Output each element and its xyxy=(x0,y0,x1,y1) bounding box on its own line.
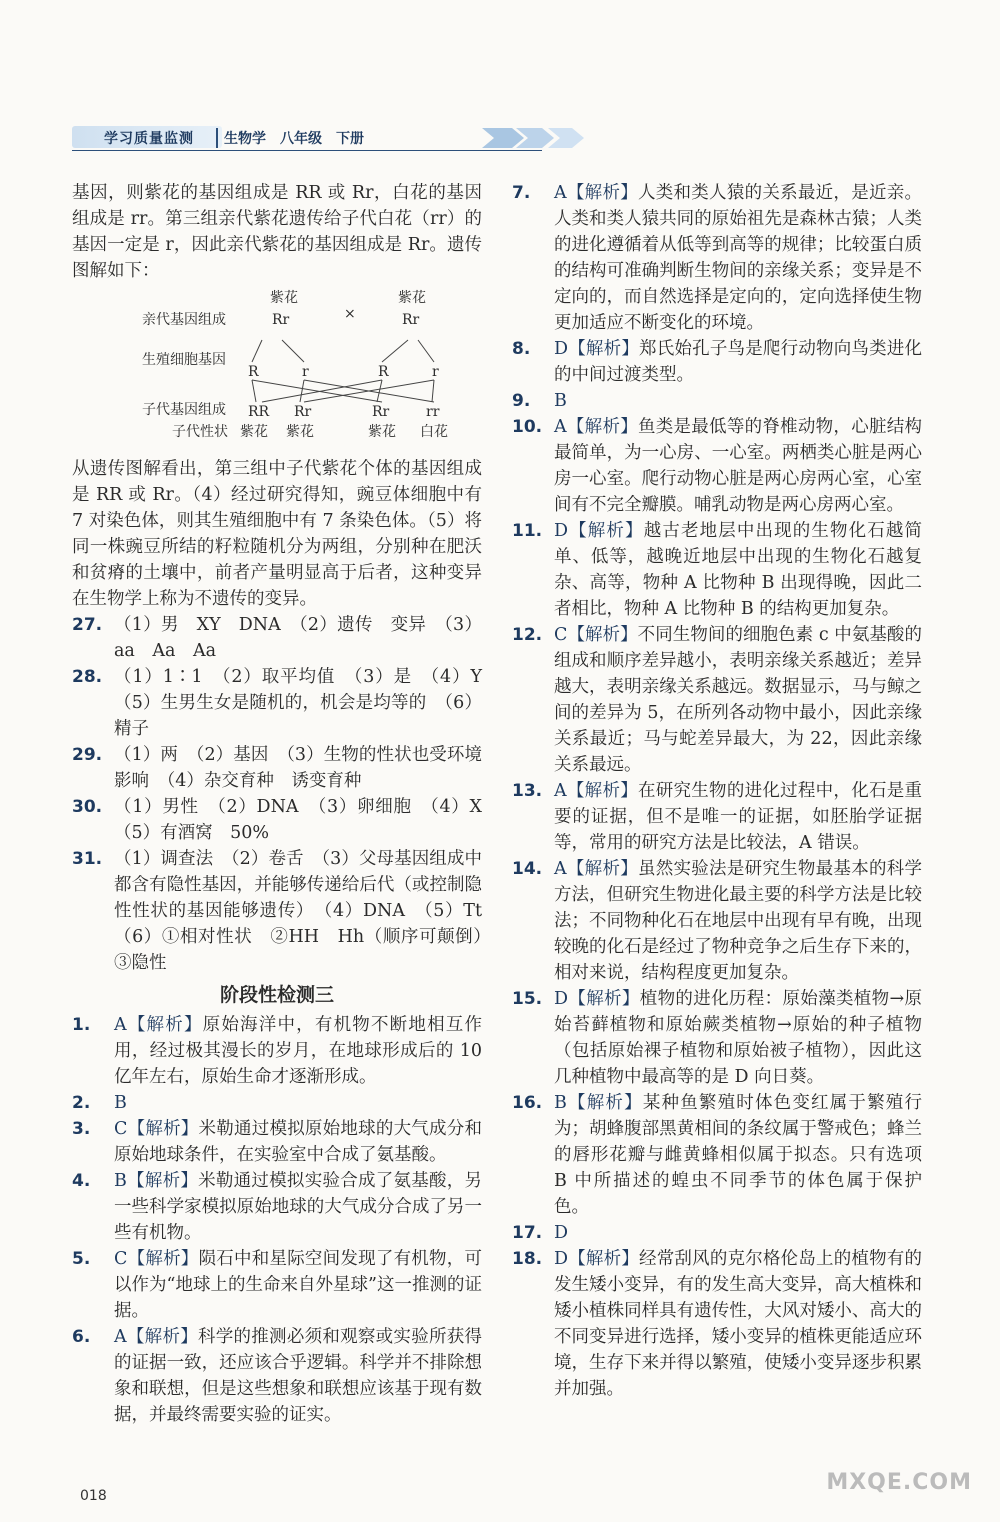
item-number: 5. xyxy=(72,1249,91,1269)
item-text: 陨石中和星际空间发现了有机物，可以作为“地球上的生命来自外星球”这一推测的证据。 xyxy=(114,1249,483,1321)
answer-item xyxy=(72,1324,482,1428)
item-number: 9. xyxy=(512,391,531,411)
item-number: 17. xyxy=(512,1223,543,1243)
child-gene-4: rr xyxy=(426,404,440,420)
item-text: 人类和类人猿的关系最近，是近亲。人类和类人猿共同的原始祖先是森林古猿；人类的进化遵循着从低等到高等的规律；比较蛋白质的结构可准确判断生物间的亲缘关系；变异是不定向的，而自然选择是定向的，定向选择使生物更加适应不断变化的环境。 xyxy=(554,183,923,333)
header-title: 学习质量监测 xyxy=(104,131,194,147)
item-answer: B【解析】 xyxy=(554,1093,643,1113)
item-text: （1）男性 （2）DNA （3）卵细胞 （4）X （5）有酒窝 50% xyxy=(114,797,500,843)
item-answer: D【解析】 xyxy=(554,339,640,359)
item-text: 越古老地层中出现的生物化石越简单、低等，越晚近地层中出现的生物化石越复杂、高等，物种 A 比物种 B 出现得晚，因此二者相比，物种 A 比物种 B 的结构更加复杂。 xyxy=(554,521,923,619)
child-gene-1: RR xyxy=(248,404,270,420)
item-number: 12. xyxy=(512,625,543,645)
item-text: 经常刮风的克尔格伦岛上的植物有的发生矮小变异，有的发生高大变异，高大植株和矮小植株同样具有遗传性，大风对矮小、高大的不同变异进行选择，矮小变异的植株更能适应环境，生存下来并得以繁殖，使矮小变异逐步积累并加强。 xyxy=(554,1249,923,1399)
item-text: （1）调查法 （2）卷舌 （3）父母基因组成中都含有隐性基因，并能够传递给后代（或控制隐性性状的基因能够遗传） （4）DNA （5）Tt （6）①相对性状 ②HH Hh（顺序可颠倒） ③隐性 xyxy=(114,849,500,973)
item-answer: C【解析】 xyxy=(554,625,638,645)
item-number: 2. xyxy=(72,1093,91,1113)
answer-item xyxy=(72,612,482,664)
gamete-1: R xyxy=(248,364,259,380)
item-number: 14. xyxy=(512,859,543,879)
item-answer: B xyxy=(114,1093,127,1113)
item-number: 30. xyxy=(72,797,103,817)
item-number: 11. xyxy=(512,521,543,541)
item-text: 米勒通过模拟原始地球的大气成分和原始地球条件，在实验室中合成了氨基酸。 xyxy=(114,1119,483,1165)
after-diagram-paragraph: 从遗传图解看出，第三组中子代紫花个体的基因组成是 RR 或 Rr。（4）经过研究得知，豌豆体细胞中有 7 对染色体，则其生殖细胞中有 7 条染色体。（5）将同一株豌豆所结的籽粒随机分为两组，分别种在肥沃和贫瘠的土壤中，前者产量明显高于后者，这种变异在生物学上称为不遗传的变异。 xyxy=(72,459,482,609)
child-row-label: 子代基因组成 xyxy=(142,402,226,418)
genetic-diagram xyxy=(72,288,482,448)
child-trait-2: 紫花 xyxy=(286,424,314,440)
gamete-3: R xyxy=(378,364,389,380)
gamete-2: r xyxy=(302,364,309,380)
item-answer: C【解析】 xyxy=(114,1119,199,1139)
answer-item xyxy=(512,388,922,414)
answer-item xyxy=(72,1246,482,1324)
item-text: 在研究生物的进化过程中，化石是重要的证据，但不是唯一的证据，如胚胎学证据等，常用的研究方法是比较法，A 错误。 xyxy=(554,781,923,853)
item-number: 29. xyxy=(72,745,103,765)
item-answer: A【解析】 xyxy=(554,183,638,203)
item-number: 3. xyxy=(72,1119,91,1139)
chevron-arrows-icon xyxy=(472,124,622,152)
header-separator xyxy=(216,128,218,148)
item-text: 米勒通过模拟实验合成了氨基酸，另一些科学家模拟原始地球的大气成分合成了另一些有机物。 xyxy=(114,1171,482,1243)
answer-item xyxy=(512,414,922,518)
right-column xyxy=(512,180,922,1402)
item-number: 31. xyxy=(72,849,103,869)
answer-item xyxy=(512,778,922,856)
item-text: 某种鱼繁殖时体色变红属于繁殖行为；胡蜂腹部黑黄相间的条纹属于警戒色；蜂兰的唇形花瓣与雌黄蜂相似属于拟态。只有选项 B 中所描述的蝗虫不同季节的体色属于保护色。 xyxy=(554,1093,922,1217)
watermark: MXQE.COM xyxy=(826,1470,972,1495)
item-answer: A【解析】 xyxy=(114,1327,198,1347)
item-number: 28. xyxy=(72,667,103,687)
answer-item xyxy=(72,1168,482,1246)
answer-item xyxy=(72,664,500,742)
item-number: 1. xyxy=(72,1015,91,1035)
answer-item xyxy=(512,336,922,388)
answer-item xyxy=(72,846,500,976)
answer-item xyxy=(512,1220,922,1246)
item-number: 6. xyxy=(72,1327,91,1347)
item-answer: A【解析】 xyxy=(554,417,638,437)
item-number: 18. xyxy=(512,1249,543,1269)
parent1-gene: Rr xyxy=(272,312,290,328)
answer-item xyxy=(512,622,922,778)
item-text: 原始海洋中，有机物不断地相互作用，经过极其漫长的岁月，在地球形成后的 10 亿年左右，原始生命才逐渐形成。 xyxy=(114,1015,482,1087)
item-answer: D【解析】 xyxy=(554,521,644,541)
item-number: 16. xyxy=(512,1093,543,1113)
trait-row-label: 子代性状 xyxy=(172,424,228,440)
item-answer: A【解析】 xyxy=(554,781,638,801)
intro-paragraph: 基因，则紫花的基因组成是 RR 或 Rr，白花的基因组成是 rr。第三组亲代紫花遗传给子代白花（rr）的基因一定是 r，因此亲代紫花的基因组成是 Rr。遗传图解如下： xyxy=(72,183,482,281)
gamete-row-label: 生殖细胞基因 xyxy=(142,352,226,368)
left-column xyxy=(72,180,500,1428)
item-text: （1）男 XY DNA （2）遗传 变异 （3）aa Aa Aa xyxy=(114,615,482,661)
gamete-4: r xyxy=(432,364,439,380)
child-gene-2: Rr xyxy=(294,404,312,420)
cross-symbol: × xyxy=(344,306,356,322)
item-answer: A【解析】 xyxy=(114,1015,203,1035)
item-text: 虽然实验法是研究生物最基本的科学方法，但研究生物进化最主要的科学方法是比较法；不同物种化石在地层中出现有早有晚，出现较晚的化石是经过了物种竞争之后生存下来的，相对来说，结构程度更加复杂。 xyxy=(554,859,923,983)
answer-item xyxy=(72,742,482,794)
item-answer: A【解析】 xyxy=(554,859,638,879)
answer-item xyxy=(72,1090,482,1116)
item-text: 郑氏始孔子鸟是爬行动物向鸟类进化的中间过渡类型。 xyxy=(554,339,923,385)
parent2-gene: Rr xyxy=(402,312,420,328)
item-text: 不同生物间的细胞色素 c 中氨基酸的组成和顺序差异越小，表明亲缘关系越近；差异越大，表明亲缘关系越远。数据显示，马与鲸之间的差异为 5，在所列各动物中最小，因此亲缘关系最近；马与蛇差异最大，为 22，因此亲缘关系最远。 xyxy=(554,625,922,775)
item-answer: C【解析】 xyxy=(114,1249,199,1269)
answer-item xyxy=(512,1246,922,1402)
item-number: 8. xyxy=(512,339,531,359)
parent-row-label: 亲代基因组成 xyxy=(142,312,226,328)
child-trait-3: 紫花 xyxy=(368,424,396,440)
item-number: 10. xyxy=(512,417,543,437)
answer-item xyxy=(72,1116,482,1168)
item-answer: D xyxy=(554,1223,569,1243)
answer-item xyxy=(72,794,500,846)
item-answer: B xyxy=(554,391,567,411)
parent2-trait: 紫花 xyxy=(398,290,426,306)
item-number: 13. xyxy=(512,781,543,801)
answer-item xyxy=(512,1090,922,1220)
answer-item xyxy=(512,180,922,336)
item-answer: D【解析】 xyxy=(554,989,640,1009)
page-number: 018 xyxy=(80,1488,107,1504)
child-gene-3: Rr xyxy=(372,404,390,420)
item-text: 鱼类是最低等的脊椎动物，心脏结构最简单，为一心房、一心室。两栖类心脏是两心房一心室。爬行动物心脏是两心房两心室，心室间有不完全瓣膜。哺乳动物是两心房两心室。 xyxy=(554,417,923,515)
item-text: 科学的推测必须和观察或实验所获得的证据一致，还应该合乎逻辑。科学并不排除想象和联想，但是这些想象和联想应该基于现有数据，并最终需要实验的证实。 xyxy=(114,1327,483,1425)
item-text: 植物的进化历程：原始藻类植物→原始苔藓植物和原始蕨类植物→原始的种子植物（包括原始裸子植物和原始被子植物），因此这几种植物中最高等的是 D 向日葵。 xyxy=(554,989,922,1087)
item-answer: B【解析】 xyxy=(114,1171,199,1191)
item-number: 4. xyxy=(72,1171,91,1191)
section-title: 阶段性检测三 xyxy=(219,984,334,1006)
page-header xyxy=(72,118,552,152)
child-trait-4: 白花 xyxy=(420,424,448,440)
item-number: 15. xyxy=(512,989,543,1009)
item-text: （1）两 （2）基因 （3）生物的性状也受环境影响 （4）杂交育种 诱变育种 xyxy=(114,745,482,791)
header-subtitle: 生物学 八年级 下册 xyxy=(224,131,364,147)
item-answer: D【解析】 xyxy=(554,1249,640,1269)
item-number: 7. xyxy=(512,183,531,203)
child-trait-1: 紫花 xyxy=(240,424,268,440)
answer-item xyxy=(512,986,922,1090)
parent1-trait: 紫花 xyxy=(270,290,298,306)
answer-item xyxy=(512,856,922,986)
answer-item xyxy=(72,1012,482,1090)
header-rule xyxy=(72,150,542,151)
item-text: （1）1∶1 （2）取平均值 （3）是 （4）Y （5）生男生女是随机的，机会是均等的 （6）精子 xyxy=(114,667,500,739)
answer-item xyxy=(512,518,922,622)
item-number: 27. xyxy=(72,615,103,635)
